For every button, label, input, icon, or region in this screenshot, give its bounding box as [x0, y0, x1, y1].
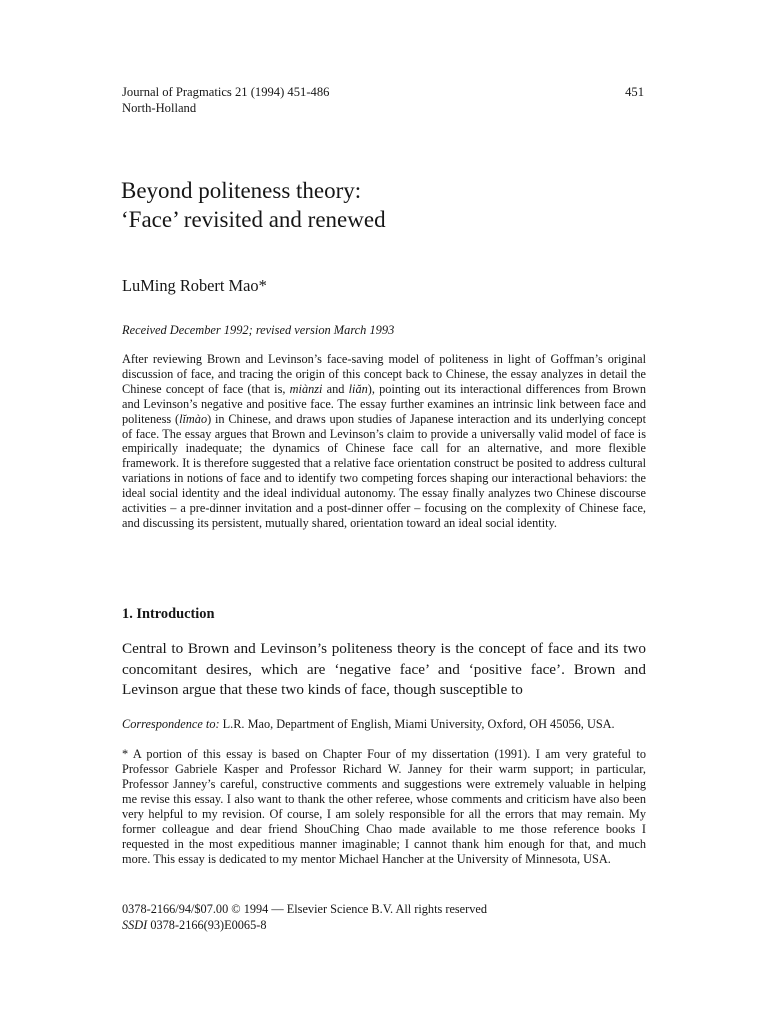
section-heading: 1. Introduction [122, 606, 215, 622]
page-number: 451 [625, 85, 644, 99]
running-header [122, 84, 329, 116]
abstract-and: and [322, 381, 349, 396]
abstract-part-1: After reviewing Brown and Levinson’s face-saving model of politeness in light of Goffman’s original discussion of face, and tracing the origin of this concept back to Chinese, the essay analyzes in detail the Chinese concept of face (that is, [122, 352, 646, 396]
received-date: Received December 1992; revised version March 1993 [122, 323, 395, 337]
abstract [122, 352, 646, 531]
correspondence-text: L.R. Mao, Department of English, Miami University, Oxford, OH 45056, USA. [219, 717, 615, 731]
publisher-name: North-Holland [122, 101, 197, 115]
correspondence-footnote [122, 717, 646, 732]
abstract-part-2: ), pointing out its interactional differences from Brown and Levinson’s negative and positive face. The essay further examines an intrinsic link between face and politeness ( [122, 381, 646, 426]
title-line-1: Beyond politeness theory: [121, 178, 362, 203]
copyright-line: 0378-2166/94/$07.00 © 1994 — Elsevier Science B.V. All rights reserved [122, 902, 487, 916]
term-lian: liăn [348, 381, 368, 396]
introduction-paragraph: Central to Brown and Levinson’s politeness theory is the concept of face and its two concomitant desires, which are ‘negative face’ and ‘positive face’. Brown and Levinson argue that these two kinds of face, though susceptible to [122, 640, 646, 698]
ssdi-label: SSDI [122, 917, 148, 932]
correspondence-label: Correspondence to: [122, 717, 220, 731]
term-limao: lĭmào [179, 411, 208, 426]
author-name: LuMing Robert Mao* [122, 276, 267, 295]
title-line-2: ‘Face’ revisited and renewed [121, 207, 386, 232]
copyright-block [122, 902, 487, 933]
abstract-part-3: ) in Chinese, and draws upon studies of Japanese interaction and its underlying concept of face. The essay argues that Brown and Levinson’s claim to provide a universally valid model of face is empirically inadequate; the dynamics of Chinese face call for an alternative, and more flexible framework. It is therefore suggested that a relative face orientation construct be posited to address cultural variations in notions of face and to identify two competing forces shaping our interactional behaviors: the ideal social identity and the ideal individual autonomy. The essay finally analyzes two Chinese discourse activities – a pre-dinner invitation and a post-dinner offer – focusing on the complexity of Chinese face, and discussing its persistent, mutually shared, orientation toward an ideal social identity. [122, 411, 646, 530]
ssdi-line [122, 918, 487, 934]
term-mianzi: miànzi [289, 381, 323, 396]
acknowledgement-footnote: * A portion of this essay is based on Chapter Four of my dissertation (1991). I am very grateful to Professor Gabriele Kasper and Professor Richard W. Janney for their warm support; in particular, Professor Janney’s careful, constructive comments and suggestions were extremely valuable in helping me revise this essay. I also want to thank the other referee, whose comments and criticism have also been very helpful to my revision. Of course, I am solely responsible for all the errors that may remain. My former colleague and dear friend ShouChing Chao made available to me those reference books I requested in the most expeditious manner imaginable; I cannot thank him enough for that, and much more. This essay is dedicated to my mentor Michael Hancher at the University of Minnesota, USA. [122, 747, 646, 866]
ssdi-value: 0378-2166(93)E0065-8 [147, 917, 267, 932]
article-title [121, 176, 661, 234]
journal-citation: Journal of Pragmatics 21 (1994) 451-486 [122, 85, 330, 99]
